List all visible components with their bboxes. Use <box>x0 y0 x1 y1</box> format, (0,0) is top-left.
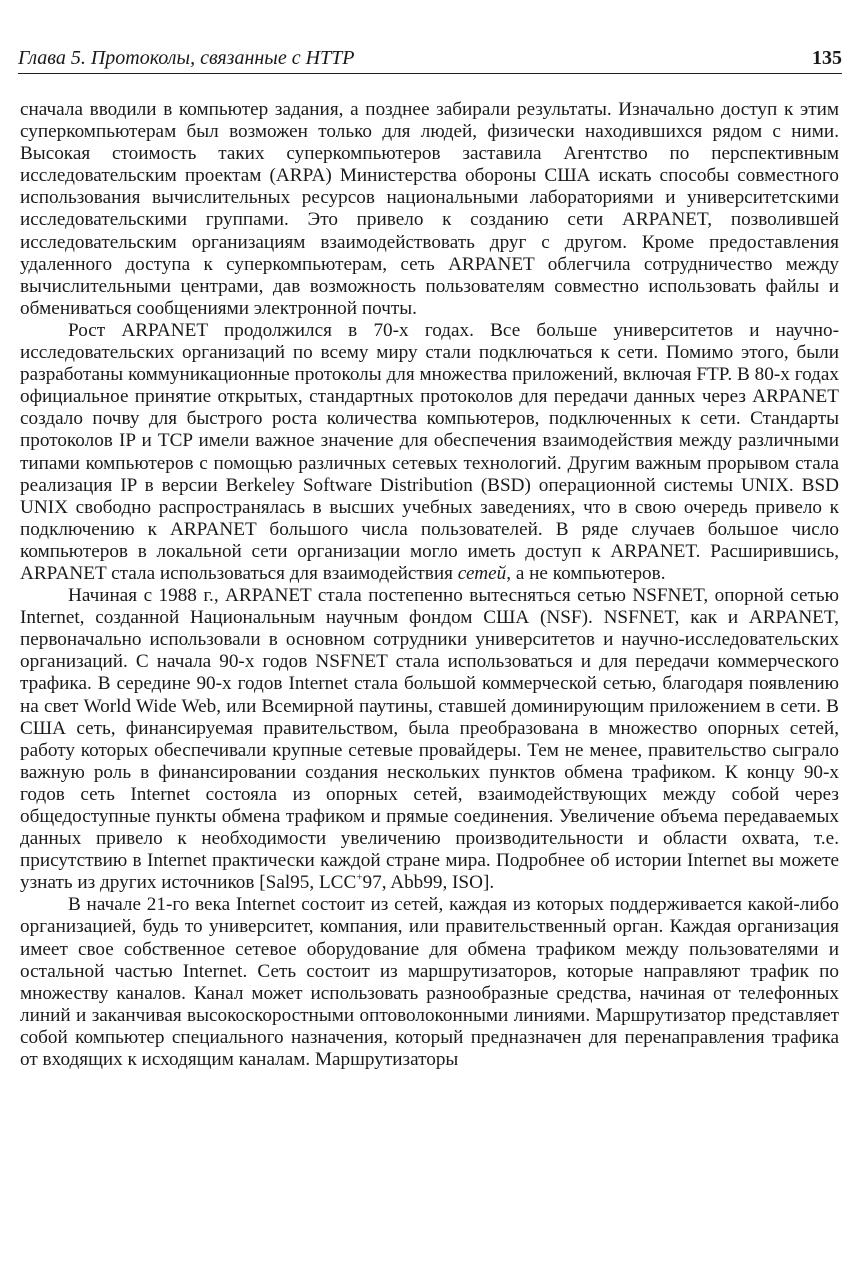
paragraph: Начиная с 1988 г., ARPANET стала постепенно вытесняться сетью NSFNET, опорной сетью Internet, созданной Национальным научным фондом США (NSF). NSFNET, как и ARPANET, первоначально использовали в основном сотрудники университетов и научно-исследовательских организаций. С начала 90-х годов NSFNET стала использоваться и для передачи коммерческого трафика. В середине 90-х годов Internet стала большой коммерческой сетью, благодаря появлению на свет World Wide Web, или Всемирной паутины, ставшей доминирующим приложением в сети. В США сеть, финансируемая правительством, была преобразована в множество опорных сетей, работу которых обеспечивали крупные сетевые провайдеры. Тем не менее, правительство сыграло важную роль в финансировании создания нескольких пунктов обмена трафиком. К концу 90-х годов сеть Internet состояла из опорных сетей, взаимодействующих между собой через общедоступные пункты обмена трафиком и прямые соединения. Увеличение объема передаваемых данных привело к необходимости увеличению производительности и области охвата, т.е. присутствию в Internet практически каждой стране мира. Подробнее об истории Internet вы можете узнать из других источников [Sal95, LCC+97, Abb99, ISO]. <box>20 585 839 894</box>
paragraph: Рост ARPANET продолжился в 70-х годах. Все больше университетов и научно-исследовательских организаций по всему миру стали подключаться к сети. Помимо этого, были разработаны коммуникационные протоколы для множества приложений, включая FTP. В 80-х годах официальное принятие открытых, стандартных протоколов для передачи данных через ARPANET создало почву для быстрого роста количества компьютеров, подключенных к сети. Стандарты протоколов IP и TCP имели важное значение для обеспечения взаимодействия между различными типами компьютеров с помощью различных сетевых технологий. Другим важным прорывом стала реализация IP в версии Berkeley Software Distribution (BSD) операционной системы UNIX. BSD UNIX свободно распространялась в высших учебных заведениях, что в свою очередь привело к подключению к ARPANET большого числа пользователей. В ряде случаев большое число компьютеров в локальной сети организации могло иметь доступ к ARPANET. Расширившись, ARPANET стала использоваться для взаимодействия сетей, а не компьютеров. <box>20 319 839 584</box>
running-header <box>18 40 842 70</box>
paragraph: В начале 21-го века Internet состоит из сетей, каждая из которых поддерживается какой-либо организацией, будь то университет, компания, или правительственный орган. Каждая организация имеет свое собственное сетевое оборудование для обмена трафиком между пользователями и остальной частью Internet. Сеть состоит из маршрутизаторов, которые направляют трафик по множеству каналов. Канал может использовать разнообразные средства, начиная от телефонных линий и заканчивая высокоскоростными оптоволоконными линиями. Маршрутизатор представляет собой компьютер специального назначения, который предназначен для перенаправления трафика от входящих к исходящим каналам. Маршрутизаторы <box>20 894 839 1071</box>
paragraph: сначала вводили в компьютер задания, а позднее забирали результаты. Изначально доступ к этим суперкомпьютерам был возможен только для людей, физически находившихся рядом с ними. Высокая стоимость таких суперкомпьютеров заставила Агентство по перспективным исследовательским проектам (ARPA) Министерства обороны США искать способы совместного использования вычислительных ресурсов национальными лабораториями и университетскими исследовательскими группами. Это привело к созданию сети ARPANET, позволившей исследовательским организациям взаимодействовать друг с другом. Кроме предоставления удаленного доступа к суперкомпьютерам, сеть ARPANET облегчила сотрудничество между вычислительными центрами, дав возможность пользователям совместно использовать файлы и обмениваться сообщениями электронной почты. <box>20 99 839 319</box>
header-rule <box>18 73 842 74</box>
chapter-title: Глава 5. Протоколы, связанные с HTTP <box>18 47 355 69</box>
body-text <box>20 99 839 1071</box>
emphasis: сетей <box>457 562 507 584</box>
superscript: + <box>356 871 363 884</box>
page-number: 135 <box>812 47 842 69</box>
